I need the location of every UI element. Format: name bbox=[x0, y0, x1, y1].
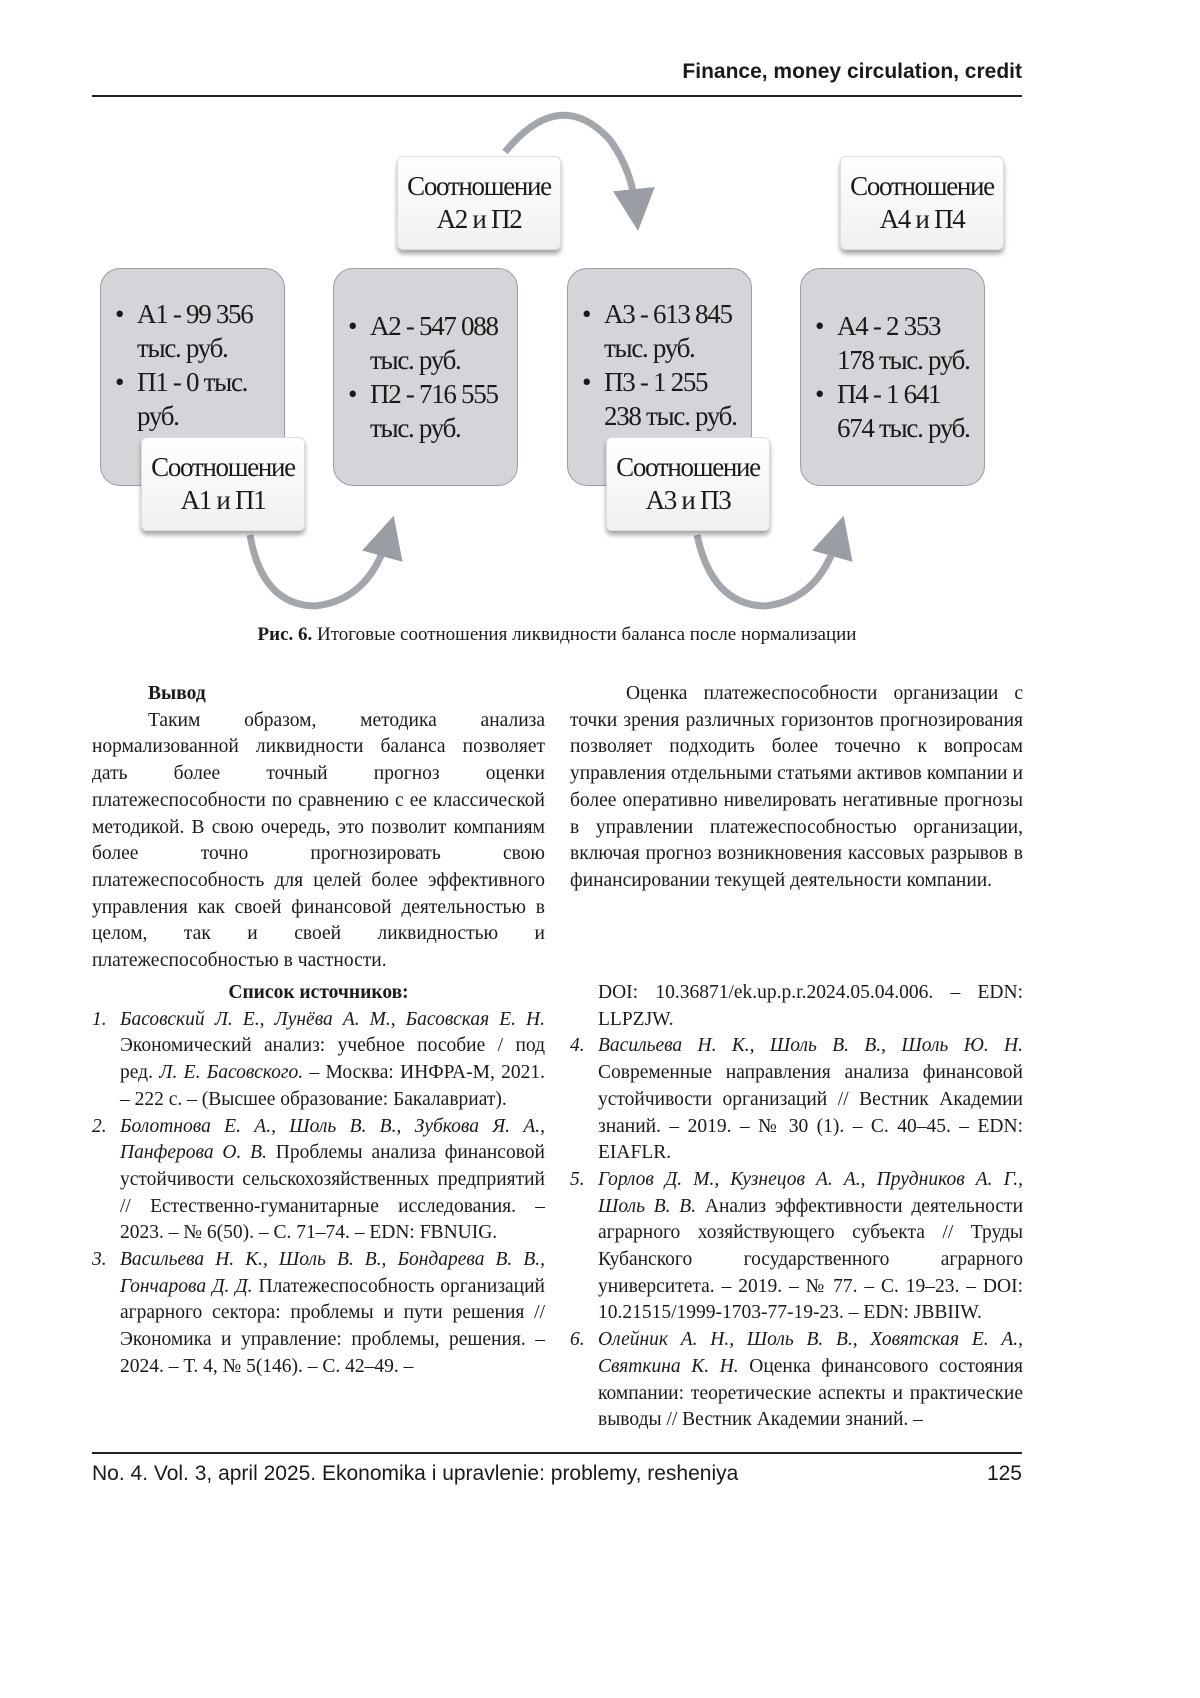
value-text: А1 - 99 356 тыс. руб. bbox=[137, 297, 274, 365]
reference-item bbox=[92, 1114, 545, 1248]
reference-number: 1. bbox=[92, 1007, 120, 1114]
reference-number bbox=[570, 980, 598, 1033]
bullet-icon: • bbox=[815, 377, 837, 445]
label-a4-p4 bbox=[840, 156, 1004, 250]
references-heading: Список источников: bbox=[92, 980, 545, 1007]
reference-authors: Васильева Н. К., Шоль В. В., Шоль Ю. Н. bbox=[598, 1035, 1023, 1056]
bullet-icon: • bbox=[582, 365, 604, 433]
label-line: Соотношение bbox=[398, 170, 560, 203]
value-text: П2 - 716 555 тыс. руб. bbox=[370, 377, 507, 445]
journal-info: No. 4. Vol. 3, april 2025. Ekonomika i upravlenie: problemy, resheniya bbox=[92, 1462, 738, 1486]
label-line: Соотношение bbox=[841, 170, 1003, 203]
reference-number: 6. bbox=[570, 1327, 598, 1434]
label-line: А3 и П3 bbox=[607, 484, 769, 517]
value-text: А3 - 613 845 тыс. руб. bbox=[604, 297, 741, 365]
label-a3-p3 bbox=[606, 437, 770, 531]
reference-a: Оценка финансового состояния компании: теоретические аспекты и практические выводы // Вестник Академии знаний. – bbox=[598, 1356, 1023, 1430]
label-line: А4 и П4 bbox=[841, 203, 1003, 236]
reference-b: – Москва: ИНФРА-М, 2021. – 222 с. – (Высшее образование: Бакалавриат). bbox=[120, 1062, 545, 1110]
value-item bbox=[115, 365, 274, 433]
paragraph: Таким образом, методика анализа нормализованной ликвидности баланса позволяет дать более точный прогноз оценки платежеспособности по сравнению с ее классической методикой. В свою очередь, это позволит компаниям более точно прогнозировать свою платежеспособность для целей более эффективного управления как своей финансовой деятельностью в целом, так и своей ликвидностью и платежеспособностью в частности. bbox=[92, 708, 545, 975]
value-item bbox=[348, 309, 507, 377]
reference-a: Экономический анализ: учебное пособие / под ред. bbox=[120, 1035, 545, 1083]
reference-ed: Л. Е. Басовского. bbox=[159, 1062, 303, 1083]
reference-a: Проблемы анализа финансовой устойчивости сельскохозяйственных предприятий // Естественно-гуманитарные исследования. – 2023. – № 6(50). – С. 71–74. – EDN: FBNUIG. bbox=[120, 1142, 545, 1243]
page-number: 125 bbox=[987, 1462, 1022, 1486]
value-text: П1 - 0 тыс. руб. bbox=[137, 365, 274, 433]
value-item bbox=[815, 309, 974, 377]
value-text: П3 - 1 255 238 тыс. руб. bbox=[604, 365, 741, 433]
reference-item bbox=[92, 1247, 545, 1381]
liquidity-diagram bbox=[0, 0, 1200, 640]
bullet-icon: • bbox=[348, 377, 370, 445]
conclusion-right bbox=[570, 681, 1023, 895]
value-text: П4 - 1 641 674 тыс. руб. bbox=[837, 377, 974, 445]
reference-text bbox=[598, 1033, 1023, 1167]
value-item bbox=[582, 297, 741, 365]
label-a1-p1 bbox=[141, 437, 305, 531]
reference-item bbox=[570, 1033, 1023, 1167]
bullet-icon: • bbox=[815, 309, 837, 377]
figure-caption bbox=[92, 624, 1022, 646]
label-line: Соотношение bbox=[142, 451, 304, 484]
reference-a: Платежеспособность организаций аграрного сектора: проблемы и пути решения // Экономика и управление: проблемы, решения. – 2024. – Т. 4, № 5(146). – С. 42–49. – bbox=[120, 1276, 545, 1377]
bullet-icon: • bbox=[115, 297, 137, 365]
reference-item bbox=[92, 1007, 545, 1114]
references-left bbox=[92, 980, 545, 1381]
value-text: А4 - 2 353 178 тыс. руб. bbox=[837, 309, 974, 377]
reference-text bbox=[120, 1114, 545, 1248]
references-right bbox=[570, 980, 1023, 1434]
reference-item bbox=[570, 980, 1023, 1033]
running-header: Finance, money circulation, credit bbox=[92, 60, 1022, 84]
reference-a: Анализ эффективности деятельности аграрного хозяйствующего субъекта // Труды Кубанского государственного аграрного университета. – 2019. – № 77. – С. 19–23. – DOI: 10.21515/1999-1703-77-19-23. – EDN: JBBIIW. bbox=[598, 1196, 1023, 1324]
reference-number: 5. bbox=[570, 1167, 598, 1327]
label-a2-p2 bbox=[397, 156, 561, 250]
reference-number: 2. bbox=[92, 1114, 120, 1248]
reference-authors: Васильева Н. К., Шоль В. В., Бондарева В. В., Гончарова Д. Д. bbox=[120, 1249, 545, 1297]
value-item bbox=[582, 365, 741, 433]
value-box-4 bbox=[800, 268, 985, 486]
caption-label: Рис. 6. bbox=[258, 624, 313, 645]
value-item bbox=[815, 377, 974, 445]
value-text: А2 - 547 088 тыс. руб. bbox=[370, 309, 507, 377]
value-item bbox=[115, 297, 274, 365]
value-box-2 bbox=[333, 268, 518, 486]
reference-text bbox=[598, 980, 1023, 1033]
reference-number: 3. bbox=[92, 1247, 120, 1381]
caption-text: Итоговые соотношения ликвидности баланса после нормализации bbox=[312, 624, 856, 645]
reference-authors: Болотнова Е. А., Шоль В. В., Зубкова Я. А., Панферова О. В. bbox=[120, 1116, 545, 1164]
footer-rule bbox=[92, 1452, 1022, 1454]
section-heading: Вывод bbox=[92, 681, 545, 708]
reference-a: DOI: 10.36871/ek.up.p.r.2024.05.04.006. – EDN: LLPZJW. bbox=[598, 982, 1023, 1030]
reference-item bbox=[570, 1327, 1023, 1434]
reference-authors: Басовский Л. Е., Лунёва А. М., Басовская Е. Н. bbox=[120, 1009, 545, 1030]
reference-authors: Олейник А. Н., Шоль В. В., Ховятская Е. А., Святкина К. Н. bbox=[598, 1329, 1023, 1377]
reference-text bbox=[120, 1247, 545, 1381]
arrow-a1-a2 bbox=[250, 535, 388, 606]
conclusion-left bbox=[92, 681, 545, 975]
value-item bbox=[348, 377, 507, 445]
reference-text bbox=[598, 1327, 1023, 1434]
label-line: Соотношение bbox=[607, 451, 769, 484]
label-line: А1 и П1 bbox=[142, 484, 304, 517]
footer bbox=[92, 1462, 1022, 1486]
reference-text bbox=[120, 1007, 545, 1114]
label-line: А2 и П2 bbox=[398, 203, 560, 236]
reference-number: 4. bbox=[570, 1033, 598, 1167]
bullet-icon: • bbox=[348, 309, 370, 377]
reference-item bbox=[570, 1167, 1023, 1327]
bullet-icon: • bbox=[582, 297, 604, 365]
arrow-a3-a4 bbox=[697, 535, 838, 606]
paragraph: Оценка платежеспособности организации с точки зрения различных горизонтов прогнозирования позволяет подходить более точечно к вопросам управления отдельными статьями активов компании и более оперативно нивелировать негативные прогнозы в управлении платежеспособностью организации, включая прогноз возникновения кассовых разрывов в финансировании текущей деятельности компании. bbox=[570, 681, 1023, 895]
bullet-icon: • bbox=[115, 365, 137, 433]
reference-a: Современные направления анализа финансовой устойчивости организаций // Вестник Академии знаний. – 2019. – № 30 (1). – С. 40–45. – EDN: EIAFLR. bbox=[598, 1062, 1023, 1163]
reference-authors: Горлов Д. М., Кузнецов А. А., Прудников А. Г., Шоль В. В. bbox=[598, 1169, 1023, 1217]
reference-text bbox=[598, 1167, 1023, 1327]
